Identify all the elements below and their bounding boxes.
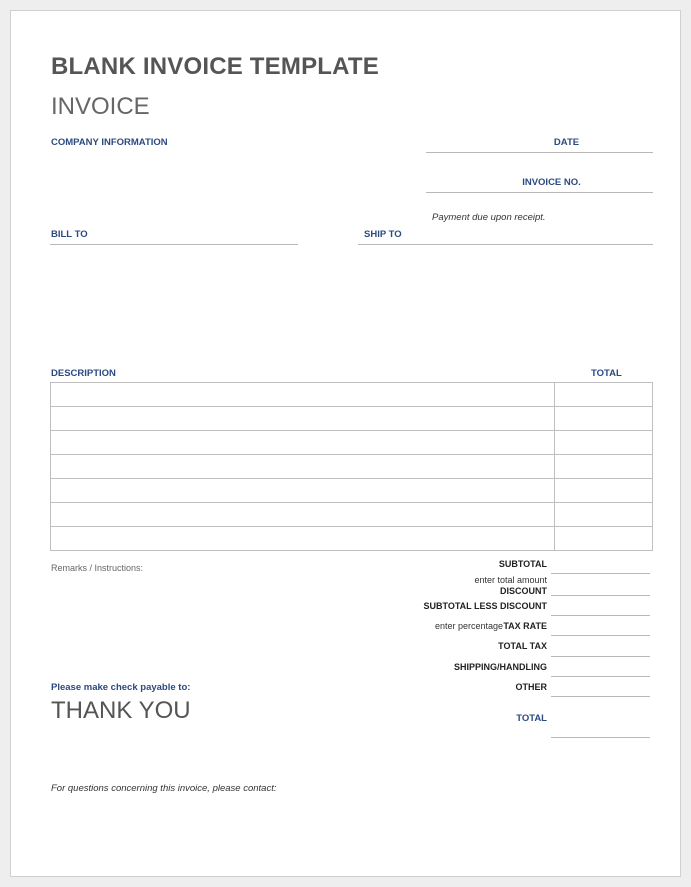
total-cell[interactable] — [555, 479, 653, 503]
table-row — [51, 455, 653, 479]
invoice-no-field[interactable] — [426, 192, 653, 193]
grand-total-field[interactable] — [551, 737, 650, 738]
contact-note: For questions concerning this invoice, please contact: — [51, 783, 277, 794]
discount-hint: enter total amount — [474, 575, 547, 585]
discount-label: DISCOUNT — [500, 586, 547, 596]
description-cell[interactable] — [51, 527, 555, 551]
payable-label: Please make check payable to: — [51, 682, 191, 693]
total-header: TOTAL — [591, 368, 622, 379]
total-cell[interactable] — [555, 527, 653, 551]
total-cell[interactable] — [555, 455, 653, 479]
other-label: OTHER — [515, 682, 547, 692]
table-row — [51, 431, 653, 455]
grand-total-label: TOTAL — [516, 713, 547, 724]
shipping-field[interactable] — [551, 676, 650, 677]
ship-to-field[interactable] — [358, 244, 653, 245]
table-row — [51, 479, 653, 503]
description-cell[interactable] — [51, 431, 555, 455]
total-tax-field[interactable] — [551, 656, 650, 657]
table-row — [51, 527, 653, 551]
invoice-heading: INVOICE — [51, 93, 150, 120]
invoice-no-label: INVOICE NO. — [522, 177, 581, 188]
payment-note: Payment due upon receipt. — [432, 212, 546, 223]
date-field[interactable] — [426, 152, 653, 153]
table-row — [51, 407, 653, 431]
bill-to-label: BILL TO — [51, 229, 88, 240]
subtotal-label: SUBTOTAL — [498, 559, 547, 569]
tax-rate-hint: enter percentage — [434, 621, 503, 631]
total-tax-label: TOTAL TAX — [498, 641, 547, 651]
discount-field[interactable] — [551, 595, 650, 596]
other-field[interactable] — [551, 696, 650, 697]
bill-to-field[interactable] — [50, 244, 298, 245]
table-row — [51, 383, 653, 407]
page-title: BLANK INVOICE TEMPLATE — [51, 53, 379, 80]
date-label: DATE — [553, 137, 580, 148]
items-table — [50, 382, 653, 551]
description-cell[interactable] — [51, 455, 555, 479]
total-cell[interactable] — [555, 383, 653, 407]
description-cell[interactable] — [51, 383, 555, 407]
total-cell[interactable] — [555, 503, 653, 527]
subtotal-field[interactable] — [551, 573, 650, 574]
tax-rate-label: TAX RATE — [503, 621, 547, 631]
table-row — [51, 503, 653, 527]
description-cell[interactable] — [51, 407, 555, 431]
total-cell[interactable] — [555, 407, 653, 431]
invoice-page — [10, 10, 681, 877]
description-cell[interactable] — [51, 479, 555, 503]
description-header: DESCRIPTION — [51, 368, 116, 379]
description-cell[interactable] — [51, 503, 555, 527]
ship-to-label: SHIP TO — [364, 229, 402, 240]
thank-you: THANK YOU — [51, 697, 191, 724]
subtotal-less-discount-label: SUBTOTAL LESS DISCOUNT — [423, 601, 547, 611]
shipping-label: SHIPPING/HANDLING — [453, 662, 547, 672]
tax-rate-field[interactable] — [551, 635, 650, 636]
total-cell[interactable] — [555, 431, 653, 455]
company-info-label: COMPANY INFORMATION — [51, 137, 168, 148]
subtotal-less-discount-field[interactable] — [551, 615, 650, 616]
remarks-label: Remarks / Instructions: — [51, 563, 144, 573]
